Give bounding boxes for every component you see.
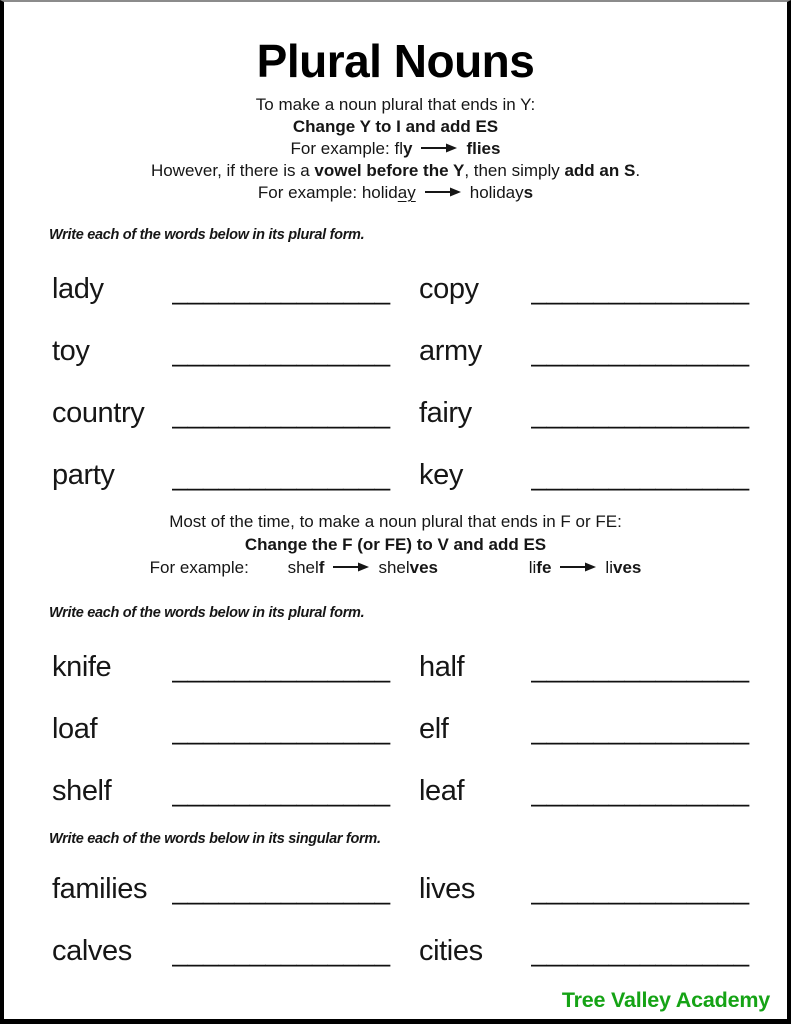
answer-blank[interactable]: ______________ — [531, 273, 750, 305]
word-label: lives — [419, 872, 476, 905]
section-instruction: Write each of the words below in its plural form. — [49, 227, 365, 243]
word-label: calves — [52, 934, 132, 967]
word-label: cities — [419, 934, 483, 967]
rule-block-f — [4, 510, 787, 579]
example-label: For example: — [149, 558, 249, 577]
word-label: key — [419, 458, 463, 491]
example-label: For example: — [290, 139, 390, 158]
answer-blank[interactable]: ______________ — [531, 397, 750, 429]
text-segment: fe — [536, 558, 552, 577]
text-segment: vowel before the Y — [314, 161, 465, 180]
arrow-right-icon — [421, 143, 457, 153]
word-row — [4, 630, 787, 692]
word-row — [4, 914, 787, 976]
word-label: army — [419, 334, 482, 367]
text-segment: holid — [361, 183, 398, 202]
word-row — [4, 754, 787, 816]
brand-logo-text: Tree Valley Academy — [561, 988, 770, 1012]
text-segment: . — [635, 161, 641, 180]
word-label: knife — [52, 650, 112, 683]
text-segment: However, if there is a — [150, 161, 315, 180]
text-segment: ay — [397, 183, 416, 202]
answer-blank[interactable]: ______________ — [172, 651, 391, 683]
answer-blank[interactable]: ______________ — [172, 335, 391, 367]
rule-f-intro: Most of the time, to make a noun plural that ends in F or FE: — [169, 512, 622, 531]
arrow-right-icon — [333, 562, 369, 572]
word-label: copy — [419, 272, 479, 305]
word-label: loaf — [52, 712, 98, 745]
word-label: shelf — [52, 774, 112, 807]
rule-y-example-1 — [4, 138, 787, 160]
example-word-to — [470, 183, 533, 202]
text-segment: li — [605, 558, 613, 577]
text-segment: li — [528, 558, 537, 577]
page-title: Plural Nouns — [256, 35, 535, 87]
word-label: leaf — [419, 774, 465, 807]
exercise-section-plural-f — [4, 630, 787, 816]
word-label: country — [52, 396, 145, 429]
answer-blank[interactable]: ______________ — [531, 335, 750, 367]
rule-f-examples — [4, 556, 787, 579]
answer-blank[interactable]: ______________ — [531, 775, 750, 807]
answer-blank[interactable]: ______________ — [172, 935, 391, 967]
arrow-right-icon — [425, 187, 461, 197]
text-segment: y — [402, 139, 413, 158]
text-segment: s — [523, 183, 534, 202]
exercise-section-plural-y — [4, 252, 787, 500]
answer-blank[interactable]: ______________ — [531, 713, 750, 745]
rule-f-rule: Change the F (or FE) to V and add ES — [244, 535, 547, 554]
word-label: elf — [419, 712, 449, 745]
example-word-to — [605, 558, 641, 577]
example-word-from — [362, 183, 416, 202]
rule-block-y — [4, 94, 787, 204]
text-segment: add an S — [564, 161, 636, 180]
answer-blank[interactable]: ______________ — [531, 873, 750, 905]
text-segment: holiday — [469, 183, 524, 202]
answer-blank[interactable]: ______________ — [172, 713, 391, 745]
text-segment: ves — [409, 558, 438, 577]
example-word-from — [288, 558, 325, 577]
text-segment: shel — [287, 558, 319, 577]
word-row — [4, 252, 787, 314]
rule-y-note — [4, 160, 787, 182]
answer-blank[interactable]: ______________ — [172, 397, 391, 429]
word-row — [4, 692, 787, 754]
word-row — [4, 376, 787, 438]
answer-blank[interactable]: ______________ — [172, 873, 391, 905]
arrow-right-icon — [560, 562, 596, 572]
text-segment: , then simply — [464, 161, 565, 180]
rule-y-example-2 — [4, 182, 787, 204]
word-row — [4, 314, 787, 376]
answer-blank[interactable]: ______________ — [531, 651, 750, 683]
word-label: lady — [52, 272, 104, 305]
example-word-to — [466, 139, 500, 158]
word-label: toy — [52, 334, 90, 367]
answer-blank[interactable]: ______________ — [531, 935, 750, 967]
text-segment: fl — [394, 139, 403, 158]
section-instruction: Write each of the words below in its singular form. — [49, 831, 381, 847]
word-label: fairy — [419, 396, 472, 429]
answer-blank[interactable]: ______________ — [531, 459, 750, 491]
example-label: For example: — [257, 183, 358, 202]
answer-blank[interactable]: ______________ — [172, 775, 391, 807]
text-segment: f — [318, 558, 325, 577]
text-segment: flies — [466, 139, 501, 158]
text-segment: shel — [378, 558, 410, 577]
answer-blank[interactable]: ______________ — [172, 459, 391, 491]
exercise-section-singular — [4, 852, 787, 976]
word-label: party — [52, 458, 115, 491]
text-segment: ves — [612, 558, 642, 577]
word-label: half — [419, 650, 465, 683]
word-label: families — [52, 872, 148, 905]
answer-blank[interactable]: ______________ — [172, 273, 391, 305]
word-row — [4, 438, 787, 500]
example-word-from — [394, 139, 412, 158]
example-word-to — [378, 558, 438, 577]
rule-y-rule: Change Y to I and add ES — [292, 117, 499, 136]
section-instruction: Write each of the words below in its plural form. — [49, 605, 365, 621]
example-word-from — [529, 558, 552, 577]
rule-y-intro: To make a noun plural that ends in Y: — [255, 95, 536, 114]
word-row — [4, 852, 787, 914]
